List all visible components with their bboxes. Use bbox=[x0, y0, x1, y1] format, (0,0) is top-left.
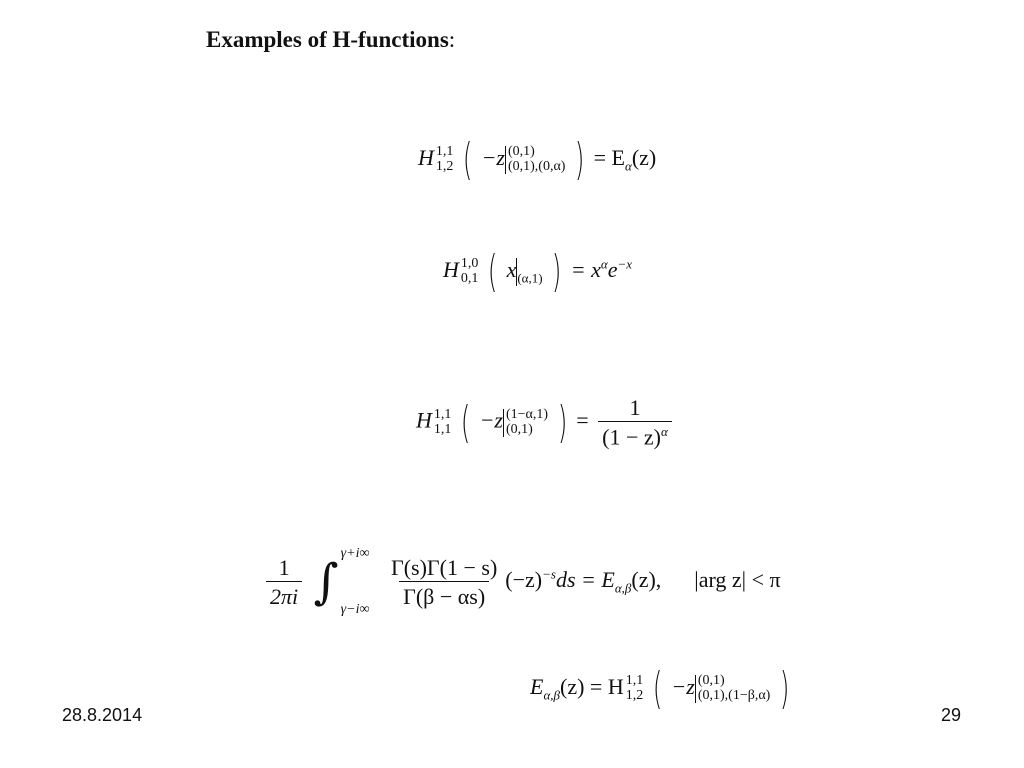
eq4-ds: ds = E bbox=[555, 567, 615, 593]
eq1-rhs: = E bbox=[593, 145, 625, 171]
eq5-lhs-tail: (z) = H bbox=[560, 674, 624, 700]
title-colon: : bbox=[448, 27, 456, 52]
eq5-lhs: E bbox=[530, 674, 544, 700]
eq4-tail-sup: −s bbox=[542, 566, 556, 582]
eq1-params bbox=[508, 145, 565, 174]
eq3-indices bbox=[434, 408, 452, 437]
eq1-rhs-tail: (z) bbox=[631, 145, 657, 171]
eq4-e-tail: (z), bbox=[631, 567, 662, 593]
eq2-rhs: = x bbox=[570, 257, 601, 283]
equation-1 bbox=[418, 134, 657, 185]
eq4-num: Γ(s)Γ(1 − s) bbox=[391, 554, 498, 580]
eq5-top: (0,1) bbox=[697, 673, 725, 689]
footer-date: 28.8.2014 bbox=[62, 705, 143, 725]
eq3-bottom: (0,1) bbox=[505, 421, 533, 437]
eq4-prefactor bbox=[266, 555, 302, 610]
eq4-den: Γ(β − αs) bbox=[399, 581, 489, 610]
eq5-left-paren: ( bbox=[652, 663, 663, 714]
eq5-bar bbox=[695, 675, 696, 703]
eq4-tail: (−z) bbox=[505, 567, 543, 593]
eq3-bar bbox=[503, 409, 504, 437]
eq2-sup: 1,0 bbox=[460, 256, 479, 272]
eq1-top: (0,1) bbox=[507, 144, 535, 160]
eq4-condition: |arg z| < π bbox=[694, 567, 781, 593]
eq1-left-paren: ( bbox=[462, 134, 473, 185]
eq1-right-paren: ) bbox=[574, 134, 585, 185]
title-text: Examples of H-functions bbox=[206, 27, 449, 52]
eq2-h: H bbox=[443, 257, 459, 283]
eq3-fraction bbox=[598, 395, 672, 450]
eq3-denominator bbox=[598, 421, 672, 450]
eq1-h: H bbox=[418, 145, 434, 171]
eq5-arg: −z bbox=[671, 674, 695, 700]
integral-sign: ∫ bbox=[313, 554, 339, 610]
eq3-h: H bbox=[416, 407, 432, 433]
equation-5 bbox=[530, 663, 793, 714]
eq4-prefactor-den: 2πi bbox=[266, 581, 302, 610]
eq1-sup: 1,1 bbox=[435, 144, 454, 160]
eq3-sup: 1,1 bbox=[433, 406, 452, 422]
footer-page-number: 29 bbox=[941, 705, 962, 725]
equation-3 bbox=[416, 395, 676, 450]
eq2-left-paren: ( bbox=[487, 246, 498, 297]
eq3-params bbox=[506, 408, 548, 437]
eq4-lower: γ−i∞ bbox=[340, 602, 370, 617]
eq2-rhs-mid: e bbox=[607, 257, 618, 283]
eq2-arg: x bbox=[506, 257, 517, 283]
eq4-limits bbox=[341, 546, 370, 618]
eq1-bottom: (0,1),(0,α) bbox=[507, 159, 566, 174]
slide-title bbox=[206, 27, 455, 53]
eq3-right-paren: ) bbox=[557, 396, 567, 448]
eq5-right-paren: ) bbox=[779, 663, 790, 714]
eq5-params bbox=[698, 674, 771, 703]
eq5-lhs-sub: α,β bbox=[543, 687, 561, 703]
eq5-sup: 1,1 bbox=[625, 673, 644, 689]
eq1-sub: 1,2 bbox=[435, 159, 454, 174]
eq3-top: (1−α,1) bbox=[505, 406, 549, 422]
eq2-rhs-sup1: α bbox=[600, 256, 608, 272]
eq4-upper: γ+i∞ bbox=[340, 546, 370, 561]
eq3-numerator: 1 bbox=[629, 395, 641, 420]
eq2-indices bbox=[461, 257, 479, 286]
eq3-sub: 1,1 bbox=[433, 421, 452, 437]
eq4-prefactor-num: 1 bbox=[278, 554, 290, 580]
eq3-left-paren: ( bbox=[460, 396, 471, 448]
eq3-den-sup: α bbox=[660, 424, 668, 439]
equation-2 bbox=[443, 246, 632, 297]
eq1-rhs-sub: α bbox=[625, 158, 632, 174]
eq2-right-paren: ) bbox=[551, 246, 562, 297]
eq1-bar bbox=[505, 146, 506, 174]
eq5-bottom: (0,1),(1−β,α) bbox=[697, 688, 771, 703]
eq4-e-sub: α,β bbox=[614, 580, 632, 596]
eq1-arg: −z bbox=[481, 145, 505, 171]
eq3-arg: −z bbox=[479, 407, 503, 433]
eq2-rhs-sup2: −x bbox=[617, 256, 632, 272]
eq5-indices bbox=[626, 674, 644, 703]
eq3-den-text: (1 − z) bbox=[602, 424, 661, 450]
eq2-sub: 0,1 bbox=[460, 271, 479, 286]
eq5-sub: 1,2 bbox=[625, 688, 644, 703]
eq4-gamma-fraction bbox=[387, 555, 501, 610]
equation-4 bbox=[262, 546, 781, 618]
eq2-bottom: (α,1) bbox=[517, 270, 543, 286]
eq3-equals: = bbox=[576, 407, 589, 433]
eq1-indices bbox=[436, 145, 454, 174]
